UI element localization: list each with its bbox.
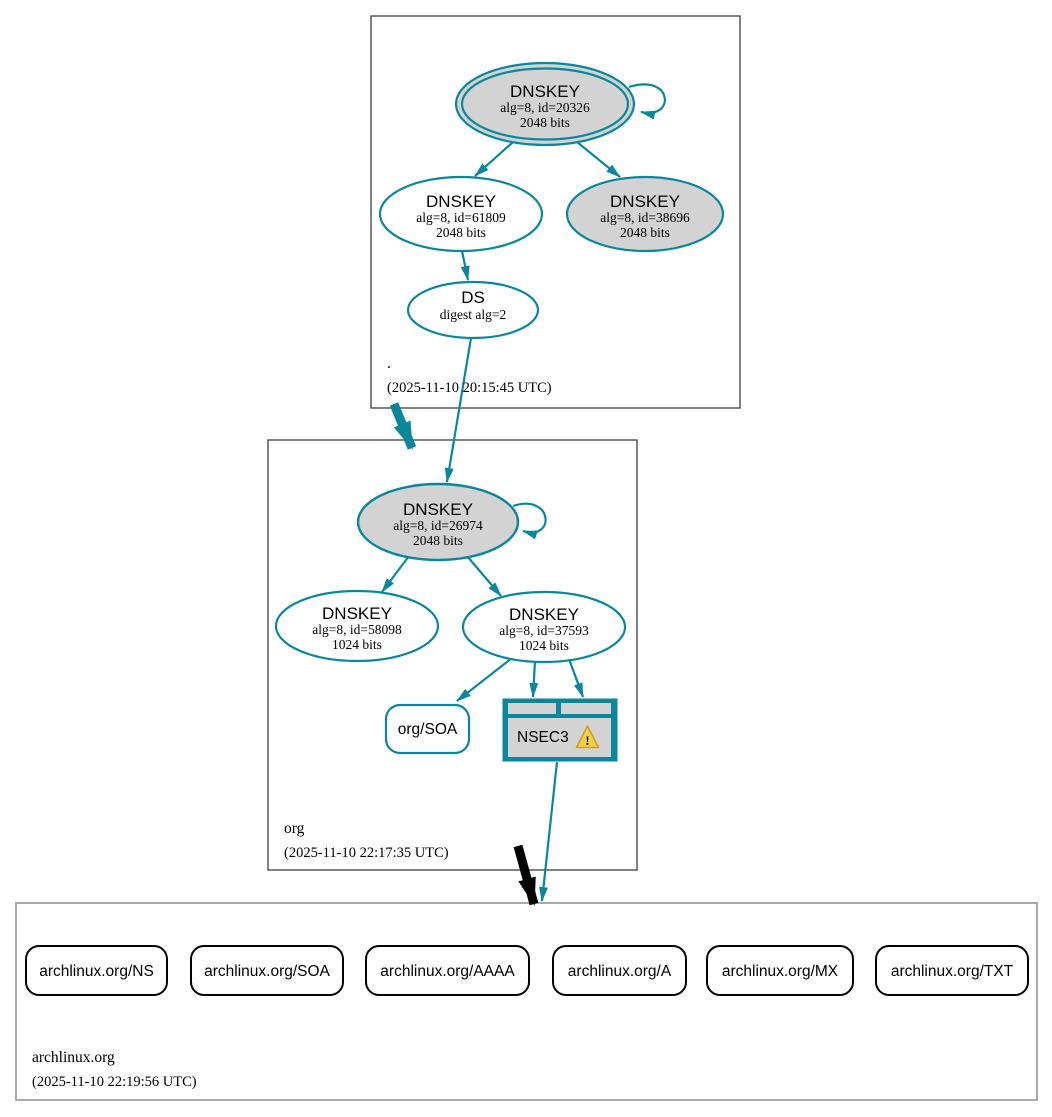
node-detail: alg=8, id=20326 — [500, 100, 590, 115]
rrsig-edge-ksk-to-61809 — [475, 142, 513, 176]
rrset-label: archlinux.org/MX — [721, 963, 839, 980]
node-title: DNSKEY — [510, 82, 580, 101]
archlinux-zone-label-group — [32, 1049, 197, 1090]
node-title: DNSKEY — [403, 500, 473, 519]
zone-timestamp-archlinux: (2025-11-10 22:19:56 UTC) — [32, 1074, 197, 1090]
org-ksk-dnskey-node[interactable] — [358, 484, 518, 560]
org-dnskey-58098-node[interactable] — [276, 591, 438, 661]
nsec3-cell-left — [508, 703, 556, 714]
delegation-arrow-secure-root-to-org — [394, 404, 412, 448]
zone-timestamp-root: (2025-11-10 20:15:45 UTC) — [387, 380, 552, 396]
org-dnskey-37593-node[interactable] — [463, 592, 625, 662]
zone-label-org: org — [284, 820, 305, 837]
node-detail: alg=8, id=58098 — [312, 622, 402, 637]
nsec3-node[interactable] — [503, 699, 617, 761]
rrset-label: archlinux.org/A — [567, 963, 672, 980]
node-title: DNSKEY — [610, 192, 680, 211]
rrset-label: archlinux.org/SOA — [204, 963, 330, 980]
node-title: DNSKEY — [322, 604, 392, 623]
rrset-node-ns[interactable] — [26, 946, 167, 995]
node-detail: 1024 bits — [519, 638, 569, 653]
root-ksk-dnskey-node[interactable] — [456, 63, 634, 145]
ds-node[interactable] — [408, 282, 538, 338]
rrset-node-soa[interactable] — [191, 946, 343, 995]
node-detail: 1024 bits — [332, 637, 382, 652]
root-zsk-dnskey-node[interactable] — [380, 177, 542, 251]
node-detail: 2048 bits — [413, 533, 463, 548]
org-soa-rrset-node[interactable] — [386, 705, 469, 753]
rrset-node-txt[interactable] — [876, 946, 1028, 995]
org-zone-label-group — [284, 820, 449, 861]
delegation-arrow-insecure-org-to-archlinux — [518, 846, 534, 904]
node-title: DS — [461, 288, 485, 307]
node-title: DNSKEY — [509, 605, 579, 624]
node-detail: alg=8, id=26974 — [393, 518, 483, 533]
root-dnskey-38696-node[interactable] — [567, 177, 723, 251]
rrset-label: archlinux.org/NS — [39, 963, 154, 980]
rrsig-edge-26974-to-37593 — [467, 556, 501, 596]
node-detail: 2048 bits — [520, 115, 570, 130]
archlinux-zone-box — [16, 903, 1037, 1100]
edge-61809-to-ds — [462, 251, 468, 280]
zone-label-root: . — [387, 355, 391, 372]
rrset-label: archlinux.org/TXT — [890, 963, 1014, 980]
root-zone-label-group — [387, 355, 552, 396]
rrsig-edge-37593-to-nsec3-left — [533, 661, 535, 697]
rrset-node-a[interactable] — [553, 946, 686, 995]
rrset-label: org/SOA — [397, 721, 458, 738]
zone-label-archlinux: archlinux.org — [32, 1049, 115, 1066]
node-detail: alg=8, id=61809 — [416, 210, 506, 225]
rrsig-edge-37593-to-soa — [457, 658, 512, 701]
node-detail: 2048 bits — [436, 225, 486, 240]
nsec3-cell-right — [561, 703, 611, 714]
node-detail: 2048 bits — [620, 225, 670, 240]
node-title: DNSKEY — [426, 192, 496, 211]
rrset-label: archlinux.org/AAAA — [380, 963, 515, 980]
rrsig-edge-37593-to-nsec3-right — [569, 659, 583, 697]
node-detail: alg=8, id=38696 — [600, 210, 690, 225]
edge-nsec3-to-archlinux — [542, 762, 557, 901]
edge-ds-to-org-ksk — [447, 338, 471, 482]
node-detail: alg=8, id=37593 — [499, 623, 589, 638]
nsec3-label: NSEC3 — [517, 729, 569, 746]
warning-glyph: ! — [585, 733, 590, 748]
rrsig-edge-ksk-to-38696 — [577, 142, 620, 177]
rrset-node-mx[interactable] — [707, 946, 853, 995]
rrset-node-aaaa[interactable] — [366, 946, 529, 995]
node-detail: digest alg=2 — [439, 307, 507, 322]
rrsig-edge-26974-to-58098 — [382, 556, 409, 592]
zone-timestamp-org: (2025-11-10 22:17:35 UTC) — [284, 845, 449, 861]
